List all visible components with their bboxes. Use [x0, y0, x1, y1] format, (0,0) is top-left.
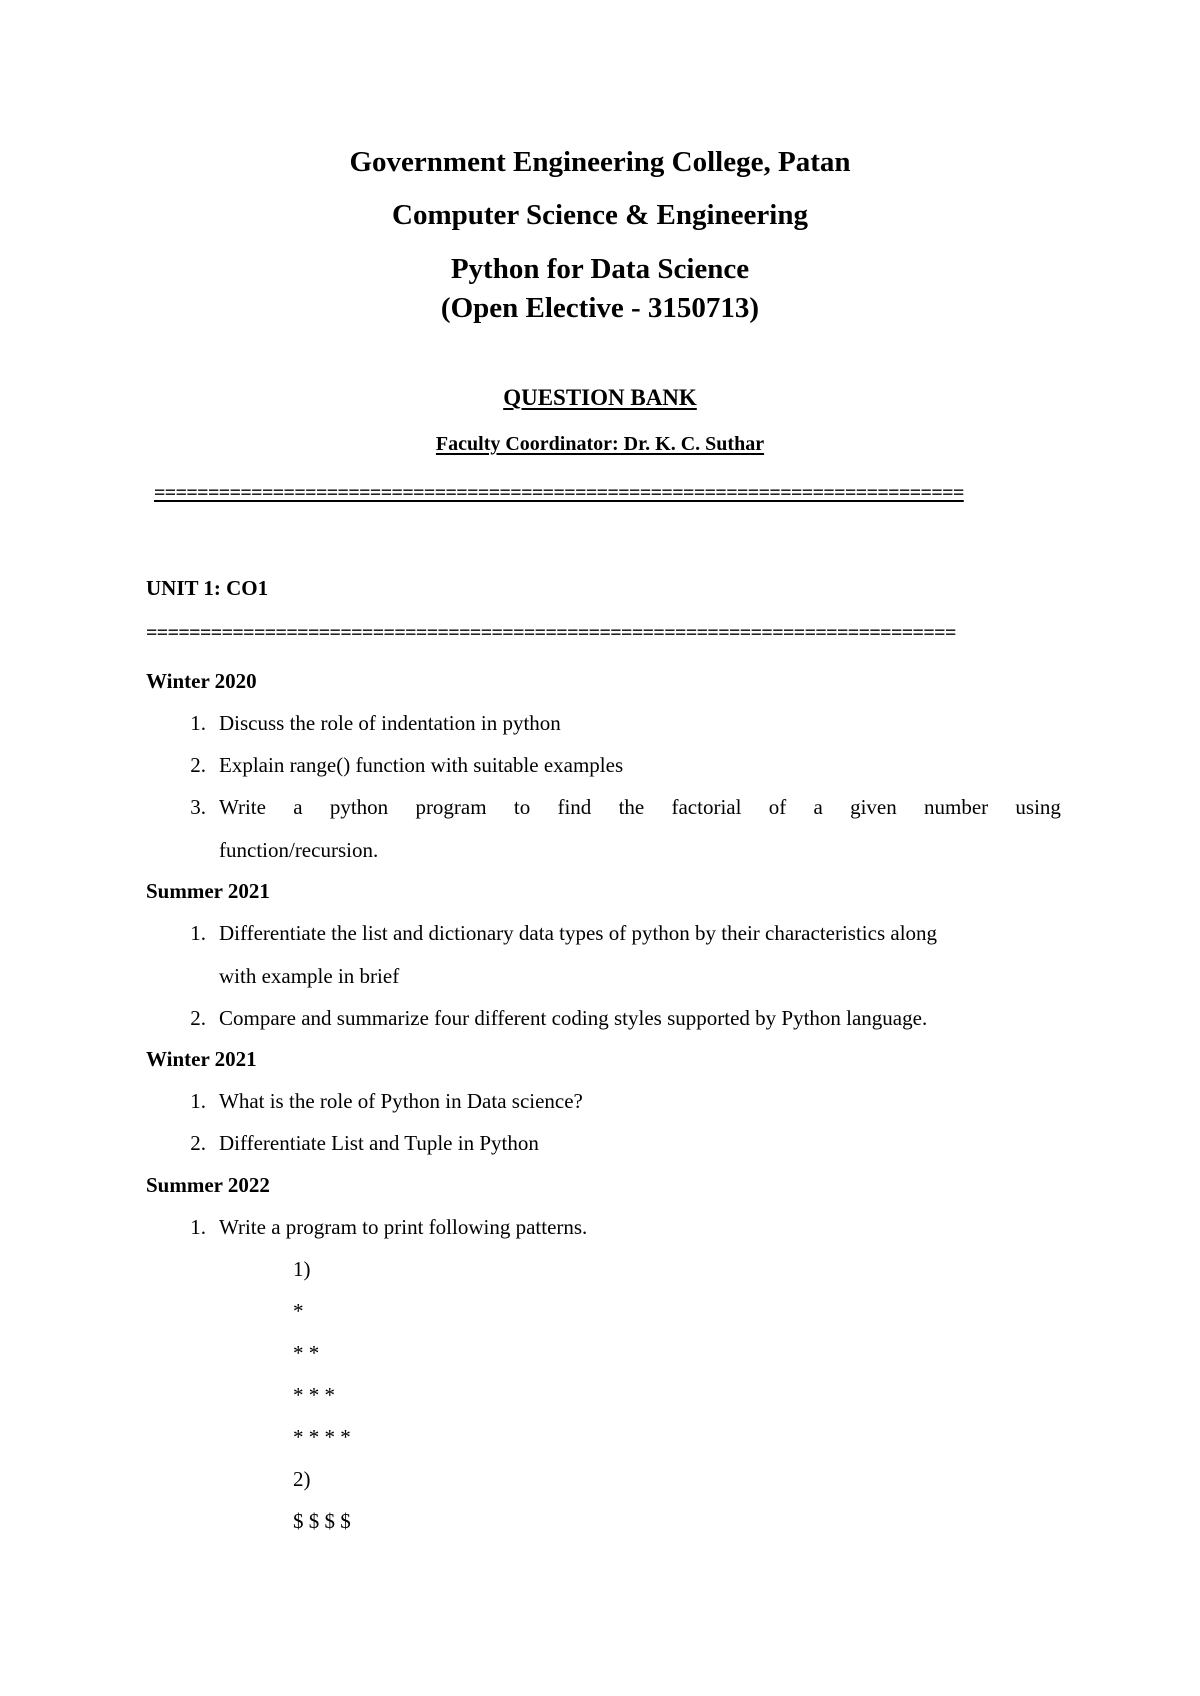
question-text-continuation: with example in brief	[219, 964, 400, 988]
section-heading-winter-2021: Winter 2021	[146, 1047, 257, 1071]
word: of	[768, 795, 787, 819]
word: to	[513, 795, 531, 819]
question-text: What is the role of Python in Data science?	[219, 1089, 583, 1113]
question-text-continuation: function/recursion.	[219, 838, 379, 862]
question-text: Differentiate the list and dictionary data types of python by their characteristics along	[219, 921, 938, 945]
section-heading-summer-2022: Summer 2022	[146, 1173, 270, 1197]
word: given	[850, 795, 897, 819]
word: python	[329, 795, 389, 819]
word: Write	[219, 795, 266, 819]
question-text: Compare and summarize four different coding styles supported by Python language.	[219, 1006, 928, 1030]
question-text	[219, 795, 1061, 820]
course-title: Python for Data Science	[450, 253, 750, 285]
word: factorial	[671, 795, 742, 819]
section-heading-winter-2020: Winter 2020	[146, 669, 257, 693]
question-number: 1.	[190, 1215, 206, 1239]
pattern-line: * * * *	[293, 1425, 351, 1449]
word: program	[415, 795, 487, 819]
pattern-line: *	[293, 1299, 304, 1323]
word: number	[923, 795, 989, 819]
question-text: Discuss the role of indentation in python	[219, 711, 561, 735]
question-text: Write a program to print following patterns.	[219, 1215, 588, 1239]
question-number: 1.	[190, 921, 206, 945]
word: find	[557, 795, 592, 819]
question-text: Explain range() function with suitable examples	[219, 753, 624, 777]
pattern-label: 2)	[293, 1467, 311, 1491]
question-number: 1.	[190, 711, 206, 735]
question-number: 1.	[190, 1089, 206, 1113]
unit-separator: ===========================================================================	[146, 622, 956, 644]
question-text: Differentiate List and Tuple in Python	[219, 1131, 539, 1155]
question-number: 2.	[190, 1006, 206, 1030]
question-number: 3.	[190, 795, 206, 819]
faculty-coordinator: Faculty Coordinator: Dr. K. C. Suthar	[435, 433, 765, 455]
question-number: 2.	[190, 1131, 206, 1155]
question-number: 2.	[190, 753, 206, 777]
college-name: Government Engineering College, Patan	[349, 146, 851, 178]
course-code: (Open Elective - 3150713)	[440, 292, 760, 324]
word: using	[1015, 795, 1061, 819]
word: the	[618, 795, 645, 819]
question-bank-title: QUESTION BANK	[503, 385, 697, 410]
department-name: Computer Science & Engineering	[392, 199, 808, 231]
word: a	[293, 795, 303, 819]
word: a	[813, 795, 823, 819]
unit-title: UNIT 1: CO1	[146, 576, 269, 600]
header-separator: ===========================================================================	[154, 482, 964, 504]
pattern-line: * * *	[293, 1383, 335, 1407]
pattern-line: $ $ $ $	[293, 1509, 351, 1533]
section-heading-summer-2021: Summer 2021	[146, 879, 270, 903]
pattern-line: * *	[293, 1341, 320, 1365]
pattern-label: 1)	[293, 1257, 311, 1281]
